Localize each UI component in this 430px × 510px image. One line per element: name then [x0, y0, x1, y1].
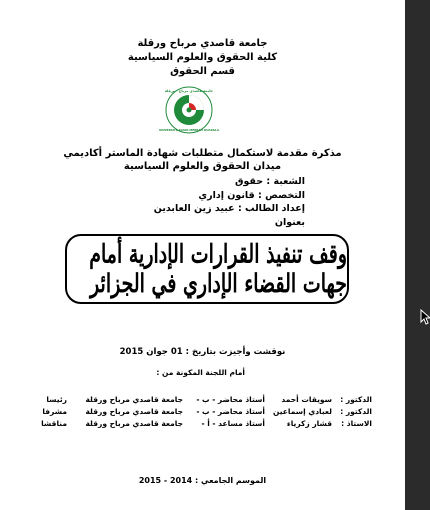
- committee-name: سويقات أحمد: [281, 395, 332, 404]
- university-name: جامعة قاصدي مرباح ورقلة: [137, 38, 268, 49]
- academic-year: الموسم الجامعي : 2014 - 2015: [138, 476, 267, 485]
- committee-name: قشار زكرياء: [286, 419, 332, 428]
- committee-title: الدكتور :: [340, 395, 372, 404]
- committee-name: لعبادي إسماعين: [273, 407, 332, 416]
- committee-role: مشرفا: [42, 407, 67, 416]
- thesis-title-box: [65, 234, 349, 304]
- committee-title: الاستاذ :: [341, 419, 372, 428]
- committee-rank: أستاذ محاضر - ب -: [196, 407, 265, 416]
- committee-university: جامعة قاصدي مرباح ورقلة: [85, 419, 183, 428]
- memo-prepared-by: إعداد الطالب : عبيد زين العابدين: [153, 203, 305, 214]
- memo-branch: الشعبة : حقوق: [234, 176, 305, 187]
- committee-role: رئيسا: [46, 395, 67, 404]
- faculty-name: كلية الحقوق والعلوم السياسية: [127, 52, 278, 63]
- committee-university: جامعة قاصدي مرباح ورقلة: [85, 395, 183, 404]
- mouse-pointer-icon: [420, 309, 430, 325]
- viewer-background: [405, 0, 430, 510]
- committee-role: مناقشا: [41, 419, 67, 428]
- logo-latin-text: UNIVERSITE KASDI MERBAH OUARGLA: [159, 128, 219, 132]
- department-name: قسم الحقوق: [170, 66, 235, 77]
- committee-rank: أستاذ مساعد - أ -: [201, 419, 265, 428]
- defense-date: نوقشت وأجيزت بتاريخ : 01 جوان 2015: [119, 347, 286, 357]
- committee-title: الدكتور :: [340, 407, 372, 416]
- committee-university: جامعة قاصدي مرباح ورقلة: [85, 407, 183, 416]
- memo-field: ميدان الحقوق والعلوم السياسية: [123, 161, 282, 172]
- thesis-title: وقف تنفيذ القرارات الإدارية أمام جهات القضاء الإداري في الجزائر: [89, 239, 347, 299]
- logo-arabic-text: جامعة قاصدي مرباح - ورقلة: [164, 89, 214, 93]
- memo-purpose: مذكرة مقدمة لاستكمال متطلبات شهادة الماستر أكاديمي: [63, 148, 342, 159]
- memo-specialty: التخصص : قانون إداري: [198, 190, 305, 201]
- committee-rank: أستاذ محاضر - ب -: [196, 395, 265, 404]
- committee-intro: أمام اللجنة المكونة من :: [156, 368, 245, 377]
- memo-titled: بعنوان: [274, 217, 305, 228]
- university-logo: [159, 86, 219, 134]
